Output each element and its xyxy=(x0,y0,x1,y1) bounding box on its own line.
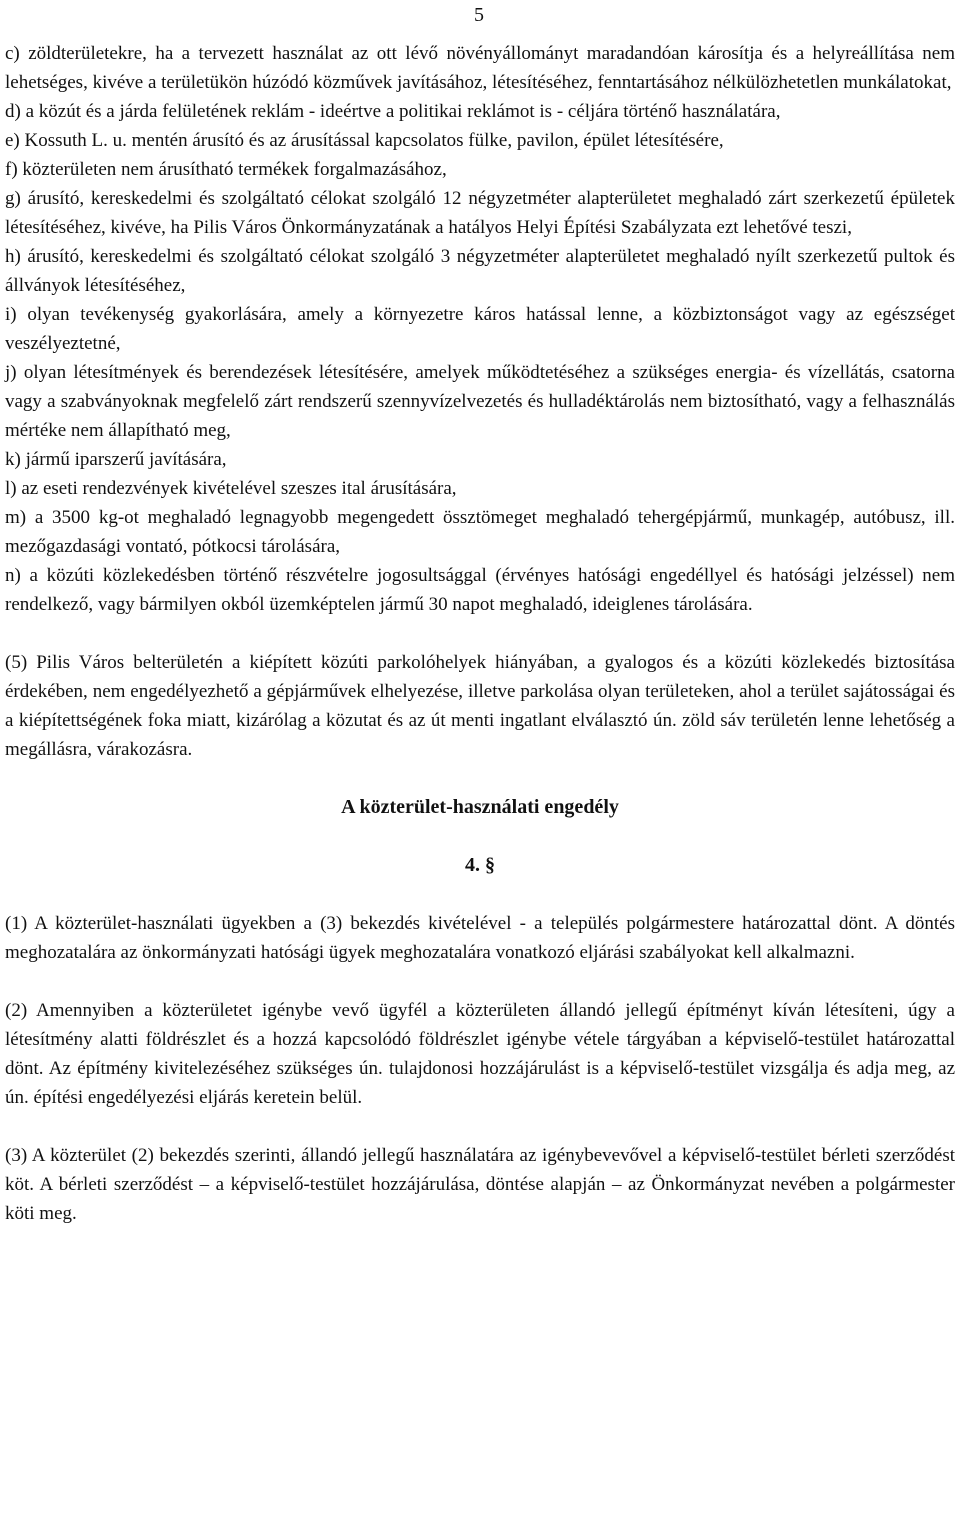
list-item-d: d) a közút és a járda felületének reklám - ideértve a politikai reklámot is - céljára történő használatára, xyxy=(5,101,781,122)
list-item-c: c) zöldterületekre, ha a tervezett használat az ott lévő növényállományt maradandóan károsítja és a helyreállítása nem lehetséges, kivéve a területükön húzódó közművek javításához, létesítéséhez, fenntartásához nélkülözhetetlen munkálatokat, xyxy=(5,43,955,93)
list-item-g: g) árusító, kereskedelmi és szolgáltató célokat szolgáló 12 négyzetméter alapterületet meghaladó zárt szerkezetű épületek létesítéséhez, kivéve, ha Pilis Város Önkormányzatának a hatályos Helyi Építési Szabályzata ezt lehetővé teszi, xyxy=(5,188,955,238)
section-title: A közterület-használati engedély xyxy=(341,796,619,818)
page-number: 5 xyxy=(474,4,484,26)
list-item-f: f) közterületen nem árusítható termékek forgalmazásához, xyxy=(5,159,447,180)
paragraph-5: (5) Pilis Város belterületén a kiépített közúti parkolóhelyek hiányában, a gyalogos és a közúti közlekedés biztosítása érdekében, nem engedélyezhető a gépjárművek elhelyezése, illetve parkolása olyan területeken, ahol a terület sajátosságai és a kiépítettségének foka miatt, kizárólag a közutat és az út menti ingatlant elválasztó ún. zöld sáv területén lenne lehetőség a megállásra, várakozásra. xyxy=(5,652,955,760)
document-body xyxy=(5,39,955,1228)
section-paragraph-3: (3) A közterület (2) bekezdés szerinti, állandó jellegű használatára az igénybevevővel a képviselő-testület bérleti szerződést köt. A bérleti szerződést – a képviselő-testület hozzájárulása, döntése alapján – az Önkormányzat nevében a polgármester köti meg. xyxy=(5,1145,955,1224)
list-item-i: i) olyan tevékenység gyakorlására, amely a környezetre káros hatással lenne, a közbiztonságot vagy az egészséget veszélyeztetné, xyxy=(5,304,955,354)
section-paragraph-2: (2) Amennyiben a közterületet igénybe vevő ügyfél a közterületen állandó jellegű építményt kíván létesíteni, úgy a létesítmény alatti földrészlet és a hozzá kapcsolódó földrészlet igénybe vétele tárgyában a képviselő-testület határozattal dönt. Az építmény kivitelezéséhez szükséges ún. tulajdonosi hozzájárulást is a képviselő-testület vizsgálja és adja meg, az ún. építési engedélyezési eljárás keretein belül. xyxy=(5,1000,955,1108)
section-number: 4. § xyxy=(465,854,495,876)
list-item-l: l) az eseti rendezvények kivételével szeszes ital árusítására, xyxy=(5,478,457,499)
list-item-j: j) olyan létesítmények és berendezések létesítésére, amelyek működtetéséhez a szükséges energia- és vízellátás, csatorna vagy a szabványoknak megfelelő zárt rendszerű szennyvízelvezetés és hulladéktárolás nem biztosítható, vagy a felhasználás mértéke nem állapítható meg, xyxy=(5,362,955,441)
list-item-n: n) a közúti közlekedésben történő részvételre jogosultsággal (érvényes hatósági engedéllyel és hatósági jelzéssel) nem rendelkező, vagy bármilyen okból üzemképtelen jármű 30 napot meghaladó, ideiglenes tárolására. xyxy=(5,565,955,615)
section-paragraph-1: (1) A közterület-használati ügyekben a (3) bekezdés kivételével - a település polgármestere határozattal dönt. A döntés meghozatalára az önkormányzati hatósági ügyek meghozatalára vonatkozó eljárási szabályokat kell alkalmazni. xyxy=(5,913,955,963)
list-item-m: m) a 3500 kg-ot meghaladó legnagyobb megengedett össztömeget meghaladó tehergépjármű, munkagép, autóbusz, ill. mezőgazdasági vontató, pótkocsi tárolására, xyxy=(5,507,955,557)
list-item-k: k) jármű iparszerű javítására, xyxy=(5,449,227,470)
list-item-h: h) árusító, kereskedelmi és szolgáltató célokat szolgáló 3 négyzetméter alapterületet meghaladó nyílt szerkezetű pultok és állványok létesítéséhez, xyxy=(5,246,955,296)
list-item-e: e) Kossuth L. u. mentén árusító és az árusítással kapcsolatos fülke, pavilon, épület létesítésére, xyxy=(5,130,724,151)
